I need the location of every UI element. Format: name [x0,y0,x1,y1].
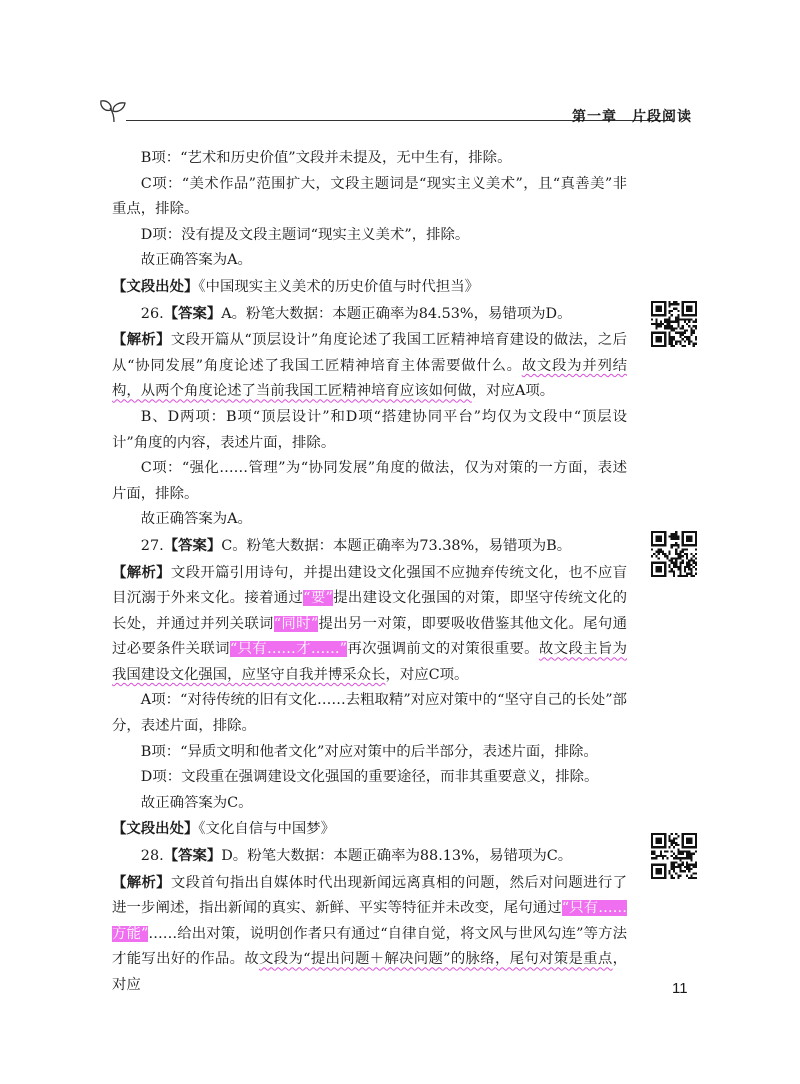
keyword-highlight: “同时” [273,615,319,632]
page-body [112,146,627,999]
paragraph: B项：“艺术和历史价值”文段并未提及，无中生有，排除。 [140,150,512,166]
paragraph: 故正确答案为A。 [140,511,252,528]
chapter-title: 第一章 片段阅读 [572,109,692,125]
leaf-sprout-icon [96,96,132,126]
keyword-highlight: “要” [303,590,333,607]
qr-code-icon[interactable] [651,301,697,347]
source-line: 【文段出处】《文化自信与中国梦》 [112,820,336,838]
paragraph: C项：“强化……管理”为“协同发展”角度的做法，仅为对策的一方面，表述片面，排除。 [112,460,627,502]
paragraph: D项：没有提及文段主题词“现实主义美术”，排除。 [140,226,470,243]
paragraph: B项：“异质文明和他者文化”对应对策中的后半部分，表述片面，排除。 [140,743,598,760]
key-underline: 故文段为并列结构，从两个角度论述了当前我国工匠精神培育应该如何做 [112,357,627,400]
qr-code-icon[interactable] [651,531,697,577]
analysis-27: 【解析】文段开篇引用诗句，并提出建设文化强国不应抛弃传统文化，也不应盲目沉溺于外来文化。接着通过“要”提出建设文化强国的对策，即坚守传统文化的长处，并通过并列关联词“同时”提出另一对策，即要吸收借鉴其他文化。尾句通过必要条件关联词“只有……才……”再次强调前文的对策很重要。故文段主旨为我国建设文化强国，应坚守自我并博采众长，对应C项。 [112,563,627,683]
key-underline: 文段为“提出问题＋解决问题”的脉络，尾句对策是重点 [259,951,613,968]
page-header [96,96,706,126]
qr-code-icon[interactable] [651,833,697,879]
paragraph: A项：“对待传统的旧有文化……去粗取精”对应对策中的“坚守自己的长处”部分，表述片面，排除。 [112,692,627,735]
analysis-28: 【解析】文段首句指出自媒体时代出现新闻远离真相的问题，然后对问题进行了进一步阐述，指出新闻的真实、新鲜、平实等特征并未改变，尾句通过“只有……方能”……给出对策，说明创作者只有通过“自律自觉，将文风与世风勾连”等方法才能写出好的作品。故文段为“提出问题＋解决问题”的脉络，尾句对策是重点，对应 [112,873,628,993]
page-number: 11 [672,980,688,997]
answer-line-27: 27.【答案】C。粉笔大数据：本题正确率为73.38%，易错项为B。 [140,536,572,554]
answer-line-28: 28.【答案】D。粉笔大数据：本题正确率为88.13%，易错项为C。 [140,847,573,865]
key-underline: 故文段主旨为我国建设文化强国，应坚守自我并博采众长 [112,641,627,683]
analysis-26: 【解析】文段开篇从“顶层设计”角度论述了我国工匠精神培育建设的做法，之后从“协同发展”角度论述了我国工匠精神培育主体需要做什么。故文段为并列结构，从两个角度论述了当前我国工匠精神培育应该如何做，对应A项。 [112,331,627,400]
keyword-highlight: “只有……才……” [229,641,348,658]
paragraph: B、D两项：B项“顶层设计”和D项“搭建协同平台”均仅为文段中“顶层设计”角度的内容，表述片面，排除。 [112,408,627,451]
keyword-highlight: “只有……方能” [112,900,627,942]
paragraph: 故正确答案为C。 [140,794,253,811]
source-line: 【文段出处】《中国现实主义美术的历史价值与时代担当》 [112,277,479,295]
paragraph: D项：文段重在强调建设文化强国的重要途径，而非其重要意义，排除。 [140,769,599,786]
answer-line-26: 26.【答案】A。粉笔大数据：本题正确率为84.53%，易错项为D。 [140,304,572,322]
paragraph: 故正确答案为A。 [140,252,252,269]
paragraph: C项：“美术作品”范围扩大，文段主题词是“现实主义美术”，且“真善美”非重点，排除。 [112,175,627,218]
